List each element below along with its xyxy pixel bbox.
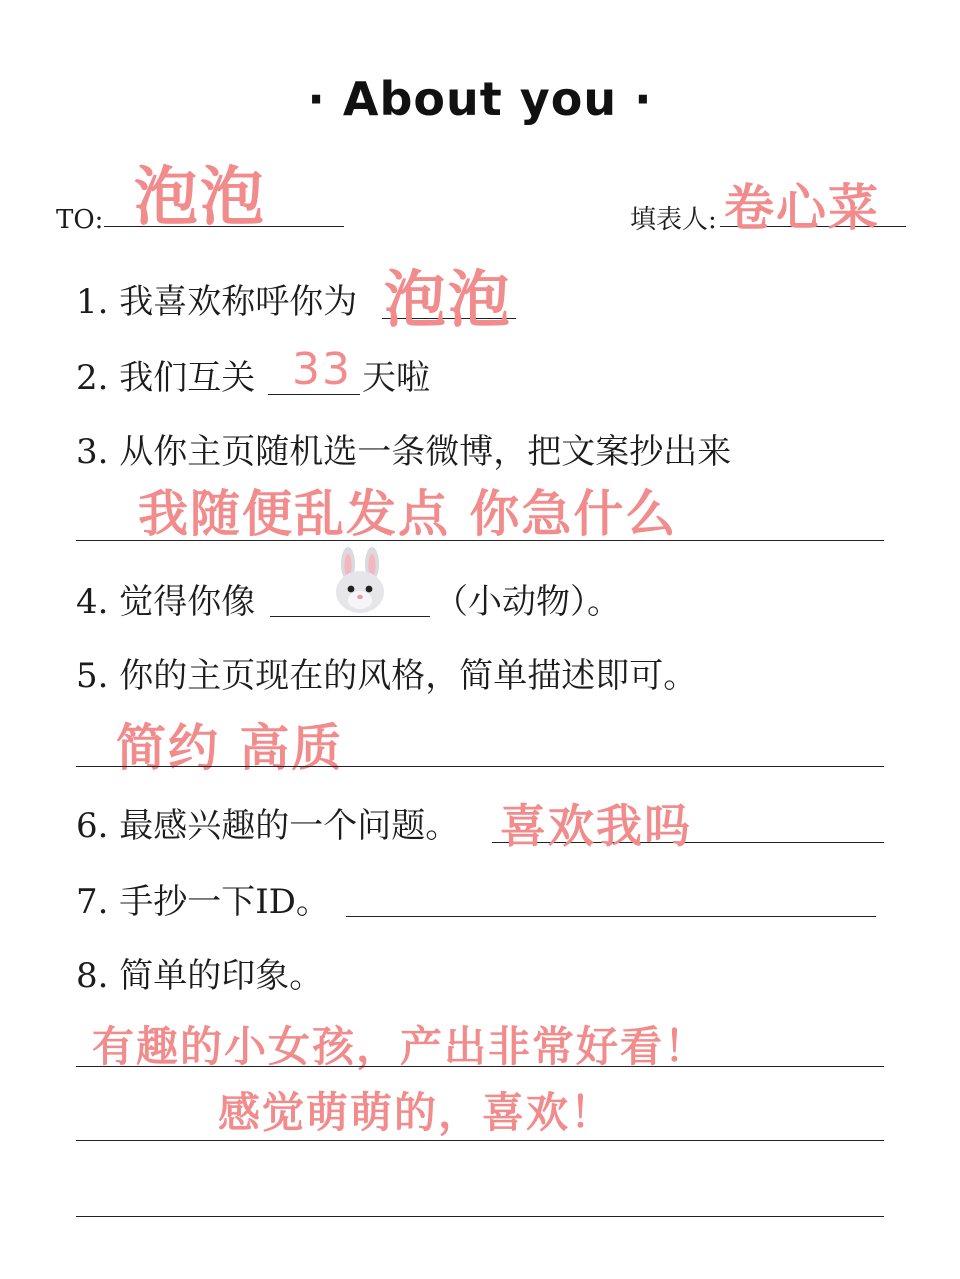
question-7-text: 7. 手抄一下ID。 bbox=[76, 882, 330, 922]
question-3-answer: 我随便乱发点 你急什么 bbox=[138, 485, 678, 543]
filler-handwritten-value: 卷心菜 bbox=[724, 179, 880, 237]
question-2-answer: 33 bbox=[292, 344, 352, 395]
question-6-answer: 喜欢我吗 bbox=[500, 799, 692, 853]
question-1-text: 1. 我喜欢称呼你为 bbox=[76, 282, 358, 322]
question-4-suffix: （小动物）。 bbox=[434, 582, 621, 622]
question-4-text: 4. 觉得你像 bbox=[76, 582, 256, 622]
question-8-answer-line-1: 有趣的小女孩，产出非常好看！ bbox=[92, 1022, 709, 1071]
question-2-suffix: 天啦 bbox=[362, 358, 430, 398]
question-8-underline-3 bbox=[76, 1216, 884, 1217]
rabbit-face-icon bbox=[328, 546, 392, 616]
question-3-underline bbox=[76, 540, 884, 541]
question-1-answer: 泡泡 bbox=[384, 263, 513, 336]
question-8-underline-1 bbox=[76, 1066, 884, 1067]
question-4-underline bbox=[270, 616, 430, 617]
question-5-answer: 简约 高质 bbox=[116, 719, 344, 777]
question-8-underline-2 bbox=[76, 1140, 884, 1141]
page-title: · About you · bbox=[307, 72, 653, 126]
question-2-text: 2. 我们互关 bbox=[76, 358, 256, 398]
question-5-text: 5. 你的主页现在的风格，简单描述即可。 bbox=[76, 656, 698, 696]
to-label: TO: bbox=[56, 205, 104, 235]
question-3-text: 3. 从你主页随机选一条微博，把文案抄出来 bbox=[76, 432, 732, 472]
question-6-text: 6. 最感兴趣的一个问题。 bbox=[76, 806, 460, 846]
question-8-answer-line-2: 感觉萌萌的，喜欢！ bbox=[218, 1088, 615, 1137]
question-5-underline bbox=[76, 766, 884, 767]
question-8-text: 8. 简单的印象。 bbox=[76, 956, 324, 996]
question-7-underline bbox=[346, 916, 876, 917]
to-handwritten-value: 泡泡 bbox=[134, 161, 266, 235]
filler-label: 填表人: bbox=[630, 205, 717, 235]
